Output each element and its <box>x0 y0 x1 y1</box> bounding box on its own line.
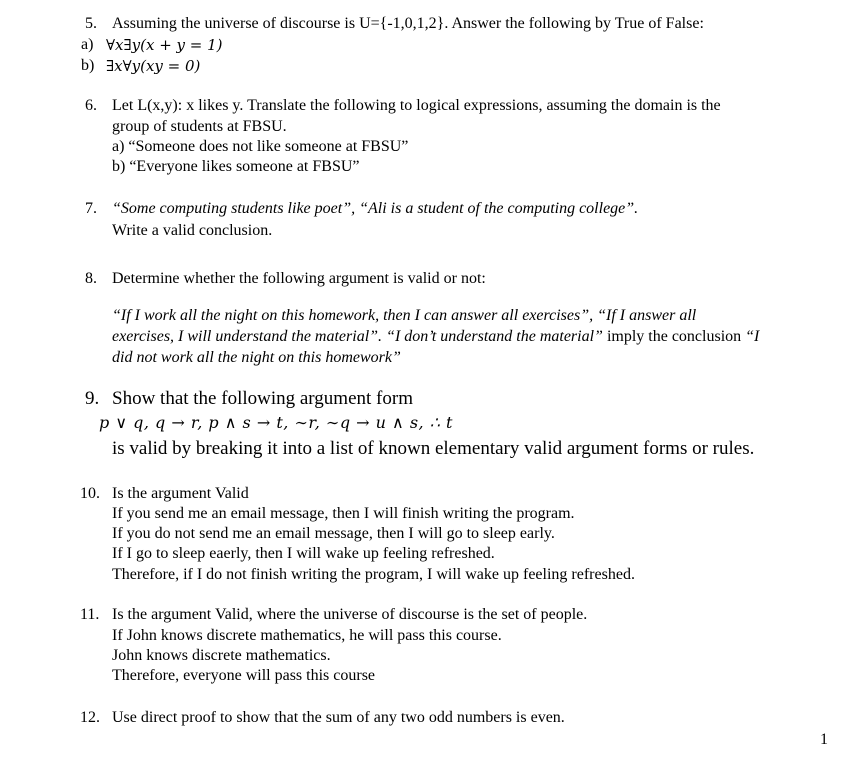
question-number: 7. <box>85 200 97 217</box>
question-number: 11. <box>80 606 100 623</box>
argument-form: p ∨ q, q → r, p ∧ s → t, ∼r, ∼q → u ∧ s, ∴ t <box>99 413 453 432</box>
question-number: 10. <box>80 485 100 502</box>
part-text: a) “Someone does not like someone at FBSU” <box>112 138 409 155</box>
premise: If you send me an email message, then I will finish writing the program. <box>112 505 575 522</box>
premise: If I go to sleep eaerly, then I will wake up feeling refreshed. <box>112 545 495 562</box>
question-number: 8. <box>85 270 97 287</box>
question-text: Use direct proof to show that the sum of any two odd numbers is even. <box>112 709 565 726</box>
question-text: Assuming the universe of discourse is U={-1,0,1,2}. Answer the following by True of False: <box>112 15 704 32</box>
page-number: 1 <box>820 731 828 748</box>
premise: If you do not send me an email message, then I will go to sleep early. <box>112 525 555 542</box>
premise: John knows discrete mathematics. <box>112 647 331 664</box>
math-expression: ∀x∃y(x + y = 1) <box>106 36 223 54</box>
question-text: “Some computing students like poet”, “Ali is a student of the computing college”. <box>112 200 639 217</box>
part-text: b) “Everyone likes someone at FBSU” <box>112 158 360 175</box>
question-number: 9. <box>85 388 100 409</box>
question-text: Is the argument Valid, where the universe of discourse is the set of people. <box>112 606 588 623</box>
question-text: Determine whether the following argument is valid or not: <box>112 270 486 287</box>
question-text: Show that the following argument form <box>112 388 413 409</box>
part-label: a) <box>81 36 94 53</box>
question-number: 6. <box>85 97 97 114</box>
question-text: Let L(x,y): x likes y. Translate the following to logical expressions, assuming the domain is the <box>112 97 721 114</box>
part-label: b) <box>81 57 95 74</box>
quoted-argument: did not work all the night on this homework” <box>112 349 401 366</box>
question-number: 12. <box>80 709 100 726</box>
quoted-argument: “If I work all the night on this homework, then I can answer all exercises”, “If I answer all <box>112 307 697 324</box>
question-text: Write a valid conclusion. <box>112 222 273 239</box>
quoted-argument-italic: exercises, I will understand the material”. “I don’t understand the material” <box>112 328 603 345</box>
connector-text: imply the conclusion <box>602 328 746 345</box>
conclusion: Therefore, if I do not finish writing the program, I will wake up feeling refreshed. <box>112 566 635 583</box>
question-text: is valid by breaking it into a list of known elementary valid argument forms or rules. <box>112 438 755 459</box>
question-number: 5. <box>85 15 97 32</box>
math-expression: ∃x∀y(xy = 0) <box>106 57 201 75</box>
premise: If John knows discrete mathematics, he will pass this course. <box>112 627 502 644</box>
conclusion: Therefore, everyone will pass this course <box>112 667 376 684</box>
quoted-argument <box>112 327 759 347</box>
question-text: group of students at FBSU. <box>112 118 287 135</box>
question-text: Is the argument Valid <box>112 485 249 502</box>
quoted-argument-italic: “I <box>745 328 760 345</box>
